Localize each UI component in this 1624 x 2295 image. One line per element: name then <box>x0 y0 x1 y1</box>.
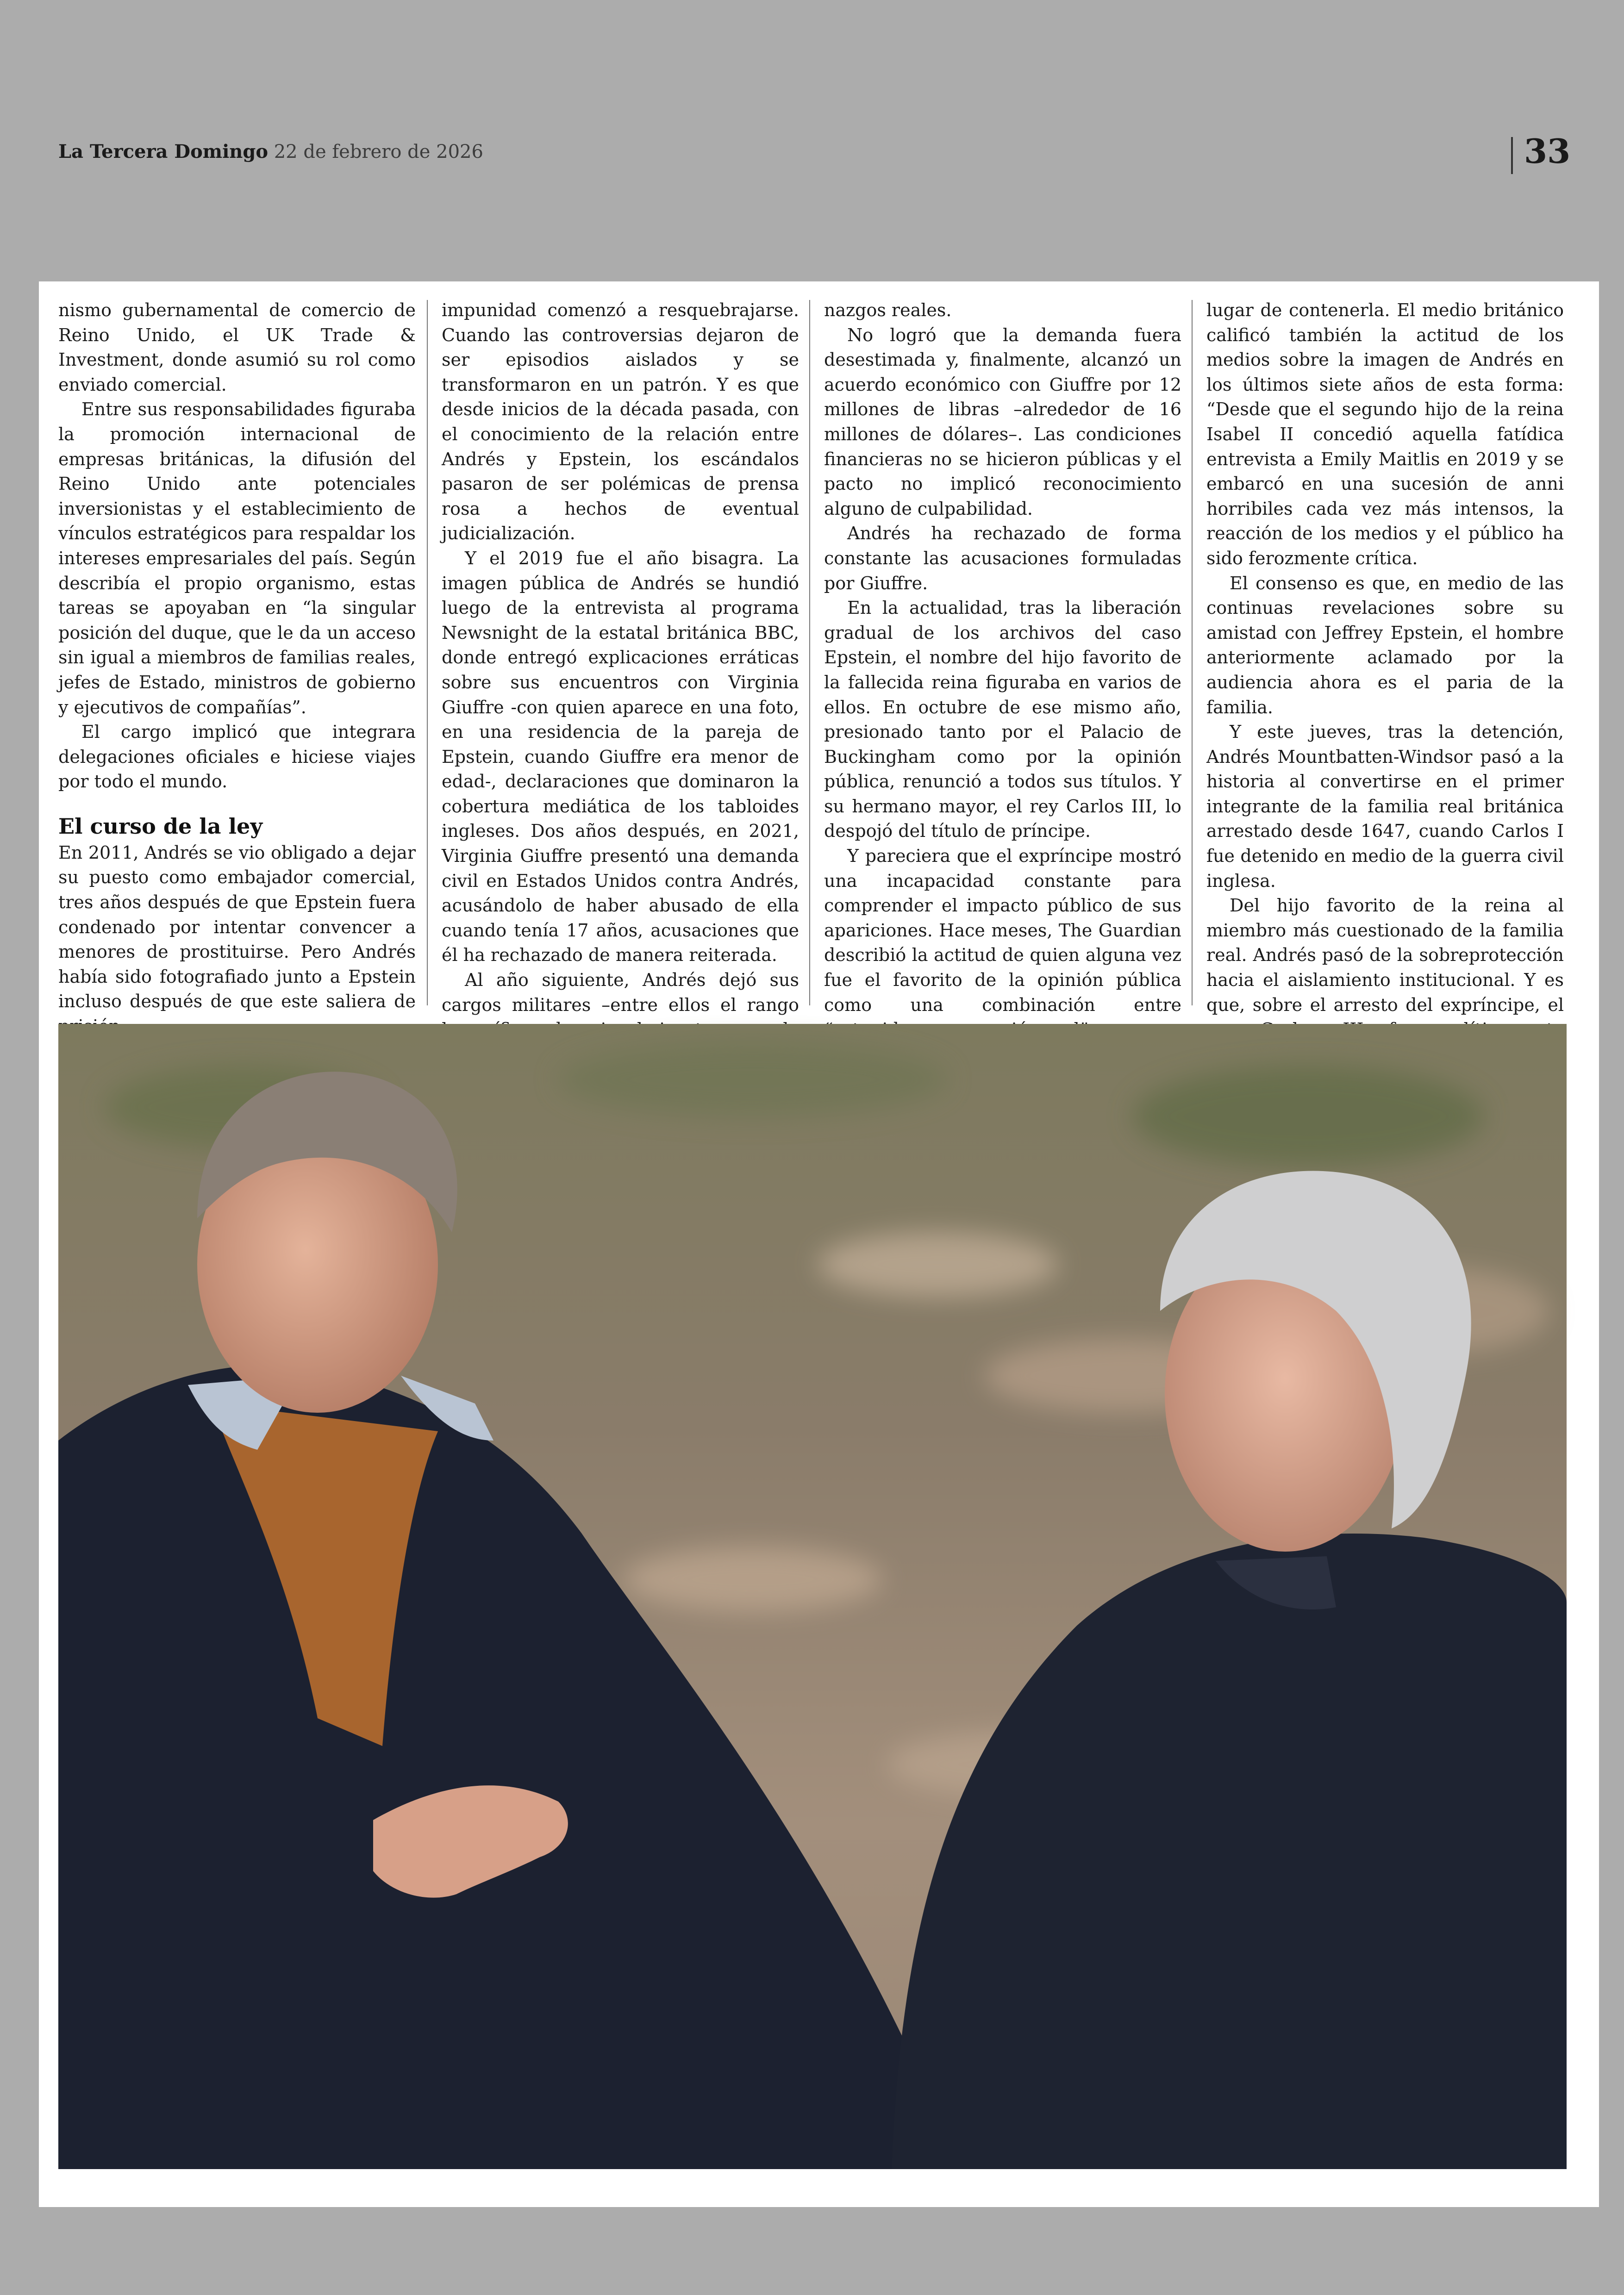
paragraph: Al año siguiente, Andrés dejó sus cargos militares –entre ellos el rango <box>442 970 799 1015</box>
paragraph: impunidad comenzó a resquebrajarse. Cuando las controversias dejaron de ser episodios aislados y se transformaron en un patrón. Y es que desde inicios de la década pasada, con el conocimiento de la relación entre Andrés y Epstein, los escándalos pasaron de ser polémicas de prensa rosa a hechos de eventual judicialización. <box>442 300 799 544</box>
article-photo <box>58 1024 1567 2169</box>
column-divider <box>427 300 428 1005</box>
paragraph: Entre sus responsabilidades figuraba la promoción internacional de empresas británicas, la difusión del Reino Unido ante potenciales inversionistas y el establecimiento de vínculos estratégicos para respaldar los intereses empresariales del país. Según describía el propio organismo, estas tareas se apoyaban en “la singular posición del duque, que le da un acceso sin igual a miembros de familias reales, jefes de Estado, ministros de gobierno y ejecutivos de compañías”. <box>58 399 416 717</box>
paragraph: Y pareciera que el expríncipe mostró una incapacidad constante para comprender el impacto público de sus apariciones. Hace meses, The Guardian describió la actitud de quien alguna vez fue el favorito de la opinión pública como una combinación entre <box>824 846 1181 1015</box>
running-head <box>58 141 483 162</box>
paragraph: Andrés ha rechazado de forma constante las acusaciones formuladas por Giuffre. <box>824 523 1181 593</box>
column-divider <box>809 300 810 1005</box>
paragraph: En la actualidad, tras la liberación gradual de los archivos del caso Epstein, el nombre del hijo favorito de la fallecida reina figuraba en varios de ellos. En octubre de ese mismo año, presionado tanto por el Palacio de Buckingham como por la opinión pública, renunció a todos sus títulos. Y su hermano mayor, el rey Carlos III, lo despojó del título de príncipe. <box>824 598 1181 842</box>
issue-date: 22 de febrero de 2026 <box>274 141 483 162</box>
paragraph: En 2011, Andrés se vio obligado a dejar su puesto como embajador comercial, tres años después de que Epstein fuera condenado por intentar convencer a menores de prostituirse. Pero Andrés había sido fotografiado junto a Epstein incluso después de que este saliera de <box>58 842 416 1012</box>
page-number: 33 <box>1524 131 1571 171</box>
article-sheet <box>39 281 1599 2207</box>
article-column-1 <box>58 298 416 1011</box>
publication-name: La Tercera Domingo <box>58 141 269 162</box>
column-divider <box>1192 300 1193 1005</box>
paragraph: No logró que la demanda fuera desestimada y, finalmente, alcanzó un acuerdo económico con Giuffre por 12 millones de libras –alrededor de 16 millones de dólares–. Las condiciones financieras no se hicieron públicas y el pacto no implicó reconocimiento alguno de culpabilidad. <box>824 324 1181 519</box>
article-column-3 <box>824 298 1181 1015</box>
article-column-4 <box>1206 298 1564 1015</box>
header-divider <box>1511 137 1513 174</box>
article-column-2 <box>442 298 799 1015</box>
page-header <box>58 131 1571 188</box>
paragraph: El consenso es que, en medio de las continuas revelaciones sobre su amistad con Jeffrey Epstein, el hombre anteriormente aclamado por la audiencia ahora es el paria de la familia. <box>1206 573 1564 717</box>
paragraph: El cargo implicó que integrara delegaciones oficiales e hiciese viajes por todo el mundo. <box>58 722 416 792</box>
paragraph: lugar de contenerla. El medio británico calificó también la actitud de los medios sobre la imagen de Andrés en los últimos siete años de esta forma: “Desde que el segundo hijo de la reina Isabel II concedió aquella fatídica entrevista a Emily Maitlis en 2019 y se embarcó en una sucesión de anni horribiles cada vez más intensos, la reacción de los medios y el público ha sido ferozmente crítica. <box>1206 300 1564 568</box>
section-subhead: El curso de la ley <box>58 813 263 839</box>
photo-illustration <box>58 1024 1567 2169</box>
paragraph: Y el 2019 fue el año bisagra. La imagen pública de Andrés se hundió luego de la entrevista al programa Newsnight de la estatal británica BBC, donde entregó explicaciones erráticas sobre sus encuentros con Virginia Giuffre -con quien aparece en una foto, en una residencia de la pareja de Epstein, cuando Giuffre era menor de edad-, declaraciones que dominaron la cobertura mediática de los tabloides ingleses. Dos años después, en 2021, Virginia Giuffre presentó una demanda civil en Estados Unidos contra Andrés, acusándolo de haber abusado de ella cuando tenía 17 años, acusaciones que él ha rechazado de manera reiterada. <box>442 548 799 966</box>
paragraph: nazgos reales. <box>824 300 952 320</box>
paragraph-text: Del hijo favorito de la reina al miembro más cuestionado de la familia real. Andrés pasó de la sobreprotección hacia el aislamiento institucional. Y es que, sobre el arresto del expríncipe, el <box>1206 895 1564 1015</box>
paragraph: nismo gubernamental de comercio de Reino Unido, el UK Trade & Investment, donde asumió su rol como enviado comercial. <box>58 300 416 395</box>
paragraph: Y este jueves, tras la detención, Andrés Mountbatten-Windsor pasó a la historia al convertirse en el primer integrante de la familia real británica arrestado desde 1647, cuando Carlos I fue detenido en medio de la guerra civil inglesa. <box>1206 722 1564 891</box>
